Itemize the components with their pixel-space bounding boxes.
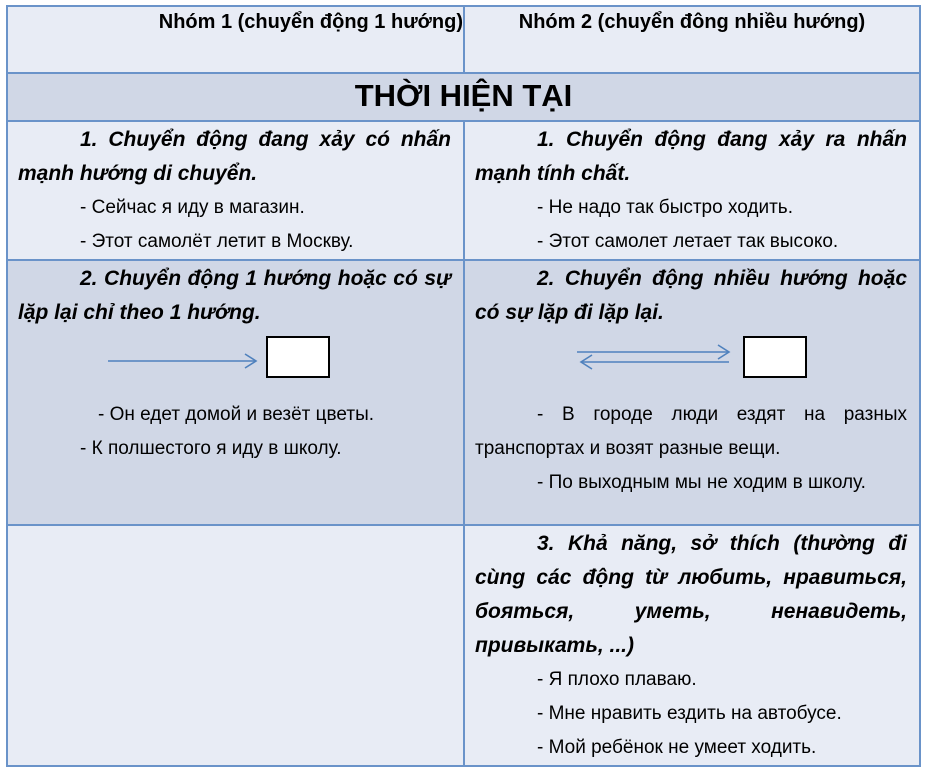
table-row [7, 525, 920, 766]
example: - Не надо так быстро ходить. [537, 197, 793, 218]
cell-group2-row2 [464, 260, 920, 525]
cell-group1-row2 [7, 260, 464, 525]
right-arrow-icon [108, 353, 260, 369]
header-group-2: Nhóm 2 (chuyển đông nhiều hướng) [464, 6, 920, 73]
example: - Этот самолёт летит в Москву. [80, 231, 354, 252]
header-group-1: Nhóm 1 (chuyển động 1 hướng) [7, 6, 464, 73]
table-row [7, 260, 920, 525]
example: - По выходным мы не ходим в школу. [537, 472, 866, 493]
header-row [7, 6, 920, 73]
destination-box [743, 336, 807, 378]
rule-heading: 2. Chuyển động 1 hướng hoặc có sự lặp lại chỉ theo 1 hướng. [18, 267, 451, 324]
example: - В городе люди ездят на разных транспортах и возят разные вещи. [475, 404, 907, 459]
rule-heading: 2. Chuyển động nhiều hướng hoặc có sự lặp đi lặp lại. [475, 267, 907, 324]
example: - Он едет домой и везёт цветы. [98, 404, 375, 425]
rule-heading: 1. Chuyển động đang xảy ra nhấn mạnh tính chất. [475, 128, 907, 185]
rule-heading: 3. Khả năng, sở thích (thường đi cùng các động từ любить, нравиться, бояться, уметь, ненавидеть, привыкать, ...) [475, 532, 907, 657]
example: - Я плохо плаваю. [537, 669, 697, 690]
cell-group2-row1 [464, 121, 920, 260]
one-way-diagram [8, 330, 463, 394]
example: - Мне нравить ездить на автобусе. [537, 703, 842, 724]
example: - Сейчас я иду в магазин. [80, 197, 305, 218]
example: - К полшестого я иду в школу. [80, 438, 342, 459]
example: - Мой ребёнок не умеет ходить. [537, 737, 817, 758]
example: - Этот самолет летает так высоко. [537, 231, 839, 252]
cell-group1-row3-empty [7, 525, 464, 766]
table-row [7, 121, 920, 260]
section-title: THỜI HIỆN TẠI [7, 73, 920, 121]
destination-box [266, 336, 330, 378]
comparison-table [6, 5, 921, 767]
section-title-row [7, 73, 920, 121]
two-way-arrow-icon [577, 344, 733, 370]
cell-group2-row3 [464, 525, 920, 766]
cell-group1-row1 [7, 121, 464, 260]
two-way-diagram [465, 330, 919, 394]
rule-heading: 1. Chuyển động đang xảy có nhấn mạnh hướng di chuyển. [18, 128, 451, 185]
